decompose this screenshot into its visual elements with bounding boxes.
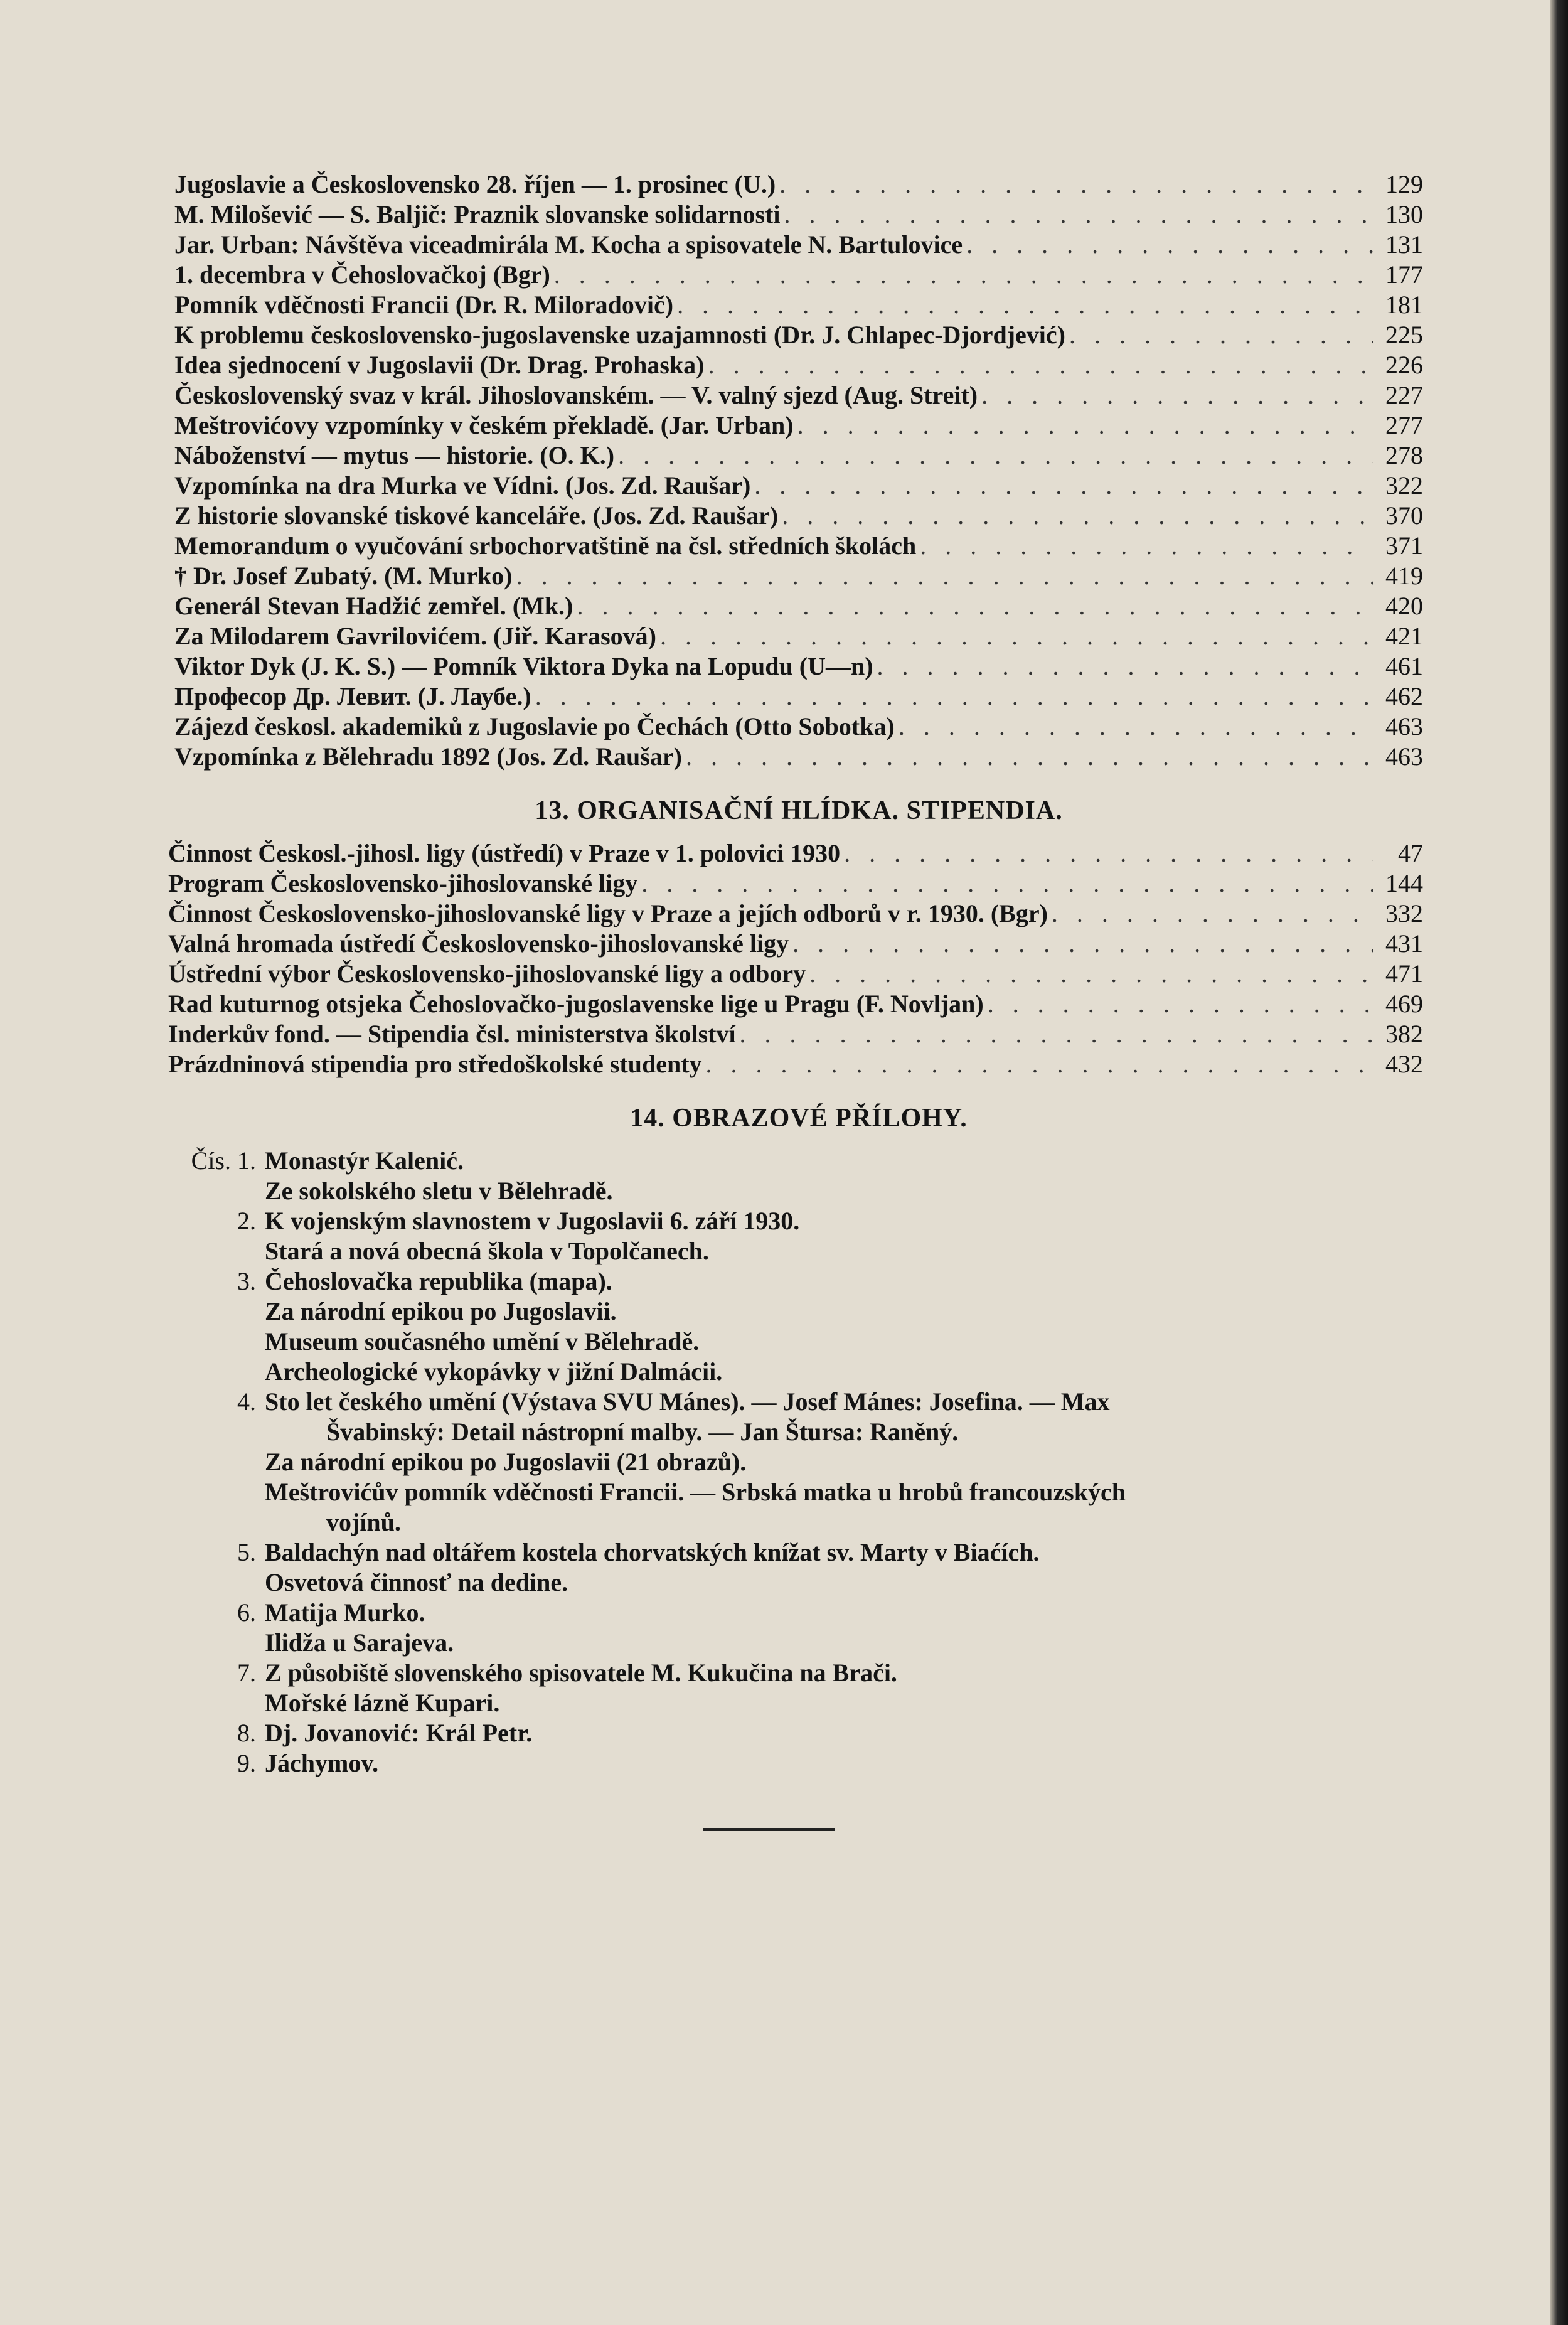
toc-entry-page: 129	[1385, 170, 1423, 198]
toc-entry-page: 226	[1385, 351, 1423, 379]
plate-caption-line: Monastýr Kalenić.	[265, 1146, 464, 1175]
toc-entry	[168, 869, 1423, 899]
plate-caption-line: Baldachýn nad oltářem kostela chorvatských knížat sv. Marty v Biaćích.	[265, 1538, 1040, 1566]
plate-number: 9.	[237, 1749, 256, 1777]
dot-leader	[776, 169, 1373, 200]
plate-entry	[174, 1146, 1423, 1206]
toc-entry	[168, 1049, 1423, 1079]
toc-entry-title: Vzpomínka na dra Murka ve Vídni. (Jos. Zd. Raušar)	[174, 471, 751, 500]
toc-entry	[174, 380, 1423, 410]
plate-caption-line: Ze sokolského sletu v Bělehradě.	[265, 1177, 613, 1205]
toc-entry-page: 371	[1385, 532, 1423, 560]
toc-entry-title: 1. decembra v Čehoslovačkoj (Bgr)	[174, 260, 550, 289]
plate-number: 4.	[237, 1387, 256, 1416]
dot-leader	[806, 959, 1373, 989]
plate-caption-line: Meštrovićův pomník vděčnosti Francii. — Srbská matka u hrobů francouzských	[265, 1478, 1126, 1506]
plate-entry	[174, 1206, 1423, 1266]
plate-number: 7.	[237, 1659, 256, 1687]
toc-entry	[168, 1019, 1423, 1049]
toc-entry-page: 177	[1385, 260, 1423, 289]
plate-caption-line: Ilidža u Sarajeva.	[265, 1628, 454, 1657]
toc-entry-page: 420	[1385, 592, 1423, 620]
toc-entry	[174, 350, 1423, 380]
toc-entry-page: 471	[1385, 959, 1423, 988]
plate-lines	[265, 1658, 1423, 1718]
plate-caption-line: Osvetová činnosť na dedine.	[265, 1568, 568, 1596]
plate-caption-line: Z působiště slovenského spisovatele M. Kukučina na Brači.	[265, 1659, 897, 1687]
toc-entry-page: 144	[1385, 869, 1423, 897]
toc-entry-title: M. Milošević — S. Baljič: Praznik slovanske solidarnosti	[174, 200, 781, 228]
index-content	[168, 169, 1423, 1778]
toc-entry-page: 462	[1385, 682, 1423, 710]
plate-entry	[174, 1266, 1423, 1387]
toc-entry-title: Memorandum o vyučování srbochorvatštině na čsl. středních školách	[174, 532, 917, 560]
plate-caption-line: Museum současného umění v Bělehradě.	[265, 1327, 700, 1355]
plate-caption-line: Stará a nová obecná škola v Topolčanech.	[265, 1237, 709, 1265]
plate-caption-line: Čehoslovačka republika (mapa).	[265, 1267, 612, 1295]
plate-entry	[174, 1718, 1423, 1748]
plate-entry	[174, 1658, 1423, 1718]
dot-leader	[750, 471, 1373, 501]
toc-entry	[174, 501, 1423, 531]
plate-caption-line: Mořské lázně Kupari.	[265, 1689, 500, 1717]
toc-entry	[174, 742, 1423, 772]
toc-entry-title: Idea sjednocení v Jugoslavii (Dr. Drag. Prohaska)	[174, 351, 705, 379]
plate-entry	[174, 1598, 1423, 1658]
toc-list-section-13	[168, 838, 1423, 1079]
toc-entry	[168, 989, 1423, 1019]
plate-entry	[174, 1387, 1423, 1537]
toc-entry-page: 278	[1385, 441, 1423, 469]
toc-entry	[174, 230, 1423, 260]
plate-caption-line: Sto let českého umění (Výstava SVU Mánes). — Josef Mánes: Josefina. — Max	[265, 1387, 1110, 1416]
plate-lines	[265, 1748, 1423, 1778]
dot-leader	[1048, 899, 1373, 929]
plate-number: 6.	[237, 1598, 256, 1627]
dot-leader	[794, 410, 1373, 441]
toc-entry	[168, 838, 1423, 869]
toc-entry-title: Prázdninová stipendia pro středoškolské studenty	[168, 1050, 702, 1078]
plate-number: 3.	[237, 1267, 256, 1295]
toc-entry-title: Československý svaz v král. Jihoslovanském. — V. valný sjezd (Aug. Streit)	[174, 381, 978, 409]
toc-entry	[174, 410, 1423, 441]
plate-entry	[174, 1748, 1423, 1778]
plate-entry	[174, 1537, 1423, 1598]
plate-caption-line: Archeologické vykopávky v jižní Dalmácii.	[265, 1357, 723, 1386]
plate-lines	[265, 1718, 1423, 1748]
toc-entry-title: Za Milodarem Gavrilovićem. (Jiř. Karasová)	[174, 622, 656, 650]
dot-leader	[656, 621, 1373, 651]
plate-lines	[265, 1537, 1423, 1598]
scan-edge	[1550, 0, 1568, 2325]
plate-caption-line: Za národní epikou po Jugoslavii.	[265, 1297, 617, 1325]
dot-leader	[778, 501, 1373, 531]
section-13-heading: 13. ORGANISAČNÍ HLÍDKA. STIPENDIA.	[535, 796, 1063, 825]
plate-lines	[265, 1206, 1423, 1266]
toc-entry-page: 431	[1385, 929, 1423, 958]
toc-entry-title: Program Československo-jihoslovanské ligy	[168, 869, 638, 897]
toc-entry-page: 130	[1385, 200, 1423, 228]
plate-lines	[265, 1146, 1423, 1206]
toc-entry-title: Професор Др. Левит. (J. Лаубе.)	[174, 682, 531, 710]
plate-caption-line: vojínů.	[326, 1508, 401, 1536]
toc-entry	[168, 899, 1423, 929]
toc-entry-page: 419	[1385, 562, 1423, 590]
toc-entry-page: 463	[1385, 712, 1423, 740]
plate-lines	[265, 1266, 1423, 1387]
toc-entry-page: 461	[1385, 652, 1423, 680]
toc-entry-title: Z historie slovanské tiskové kanceláře. (Jos. Zd. Raušar)	[174, 501, 779, 530]
toc-entry	[174, 169, 1423, 200]
toc-entry	[174, 441, 1423, 471]
toc-entry-page: 277	[1385, 411, 1423, 439]
plate-lines	[265, 1387, 1423, 1537]
toc-entry-page: 181	[1385, 291, 1423, 319]
dot-leader	[702, 1049, 1373, 1079]
plate-list	[174, 1146, 1423, 1778]
toc-entry	[168, 929, 1423, 959]
dot-leader	[614, 441, 1373, 471]
toc-entry	[174, 290, 1423, 320]
toc-entry	[174, 200, 1423, 230]
toc-entry-page: 432	[1385, 1050, 1423, 1078]
toc-entry-page: 370	[1385, 501, 1423, 530]
toc-entry	[174, 471, 1423, 501]
toc-entry-title: Generál Stevan Hadžić zemřel. (Mk.)	[174, 592, 573, 620]
toc-entry	[174, 712, 1423, 742]
toc-entry	[174, 621, 1423, 651]
toc-entry-title: Viktor Dyk (J. K. S.) — Pomník Viktora Dyka na Lopudu (U—n)	[174, 652, 873, 680]
dot-leader	[978, 380, 1373, 410]
plate-lines	[265, 1598, 1423, 1658]
toc-entry-page: 131	[1385, 230, 1423, 259]
dot-leader	[781, 200, 1373, 230]
dot-leader	[840, 838, 1373, 869]
dot-leader	[895, 712, 1373, 742]
toc-entry-page: 227	[1385, 381, 1423, 409]
toc-entry-title: Valná hromada ústředí Československo-jihoslovanské ligy	[168, 929, 789, 958]
end-rule	[703, 1828, 835, 1831]
toc-entry-page: 47	[1398, 839, 1423, 867]
dot-leader	[1065, 320, 1373, 350]
plate-caption-line: K vojenským slavnostem v Jugoslavii 6. září 1930.	[265, 1207, 800, 1235]
dot-leader	[916, 531, 1373, 561]
dot-leader	[789, 929, 1373, 959]
dot-leader	[705, 350, 1373, 380]
toc-entry	[174, 591, 1423, 621]
plate-number: 5.	[237, 1538, 256, 1566]
toc-entry-title: Inderkův fond. — Stipendia čsl. ministerstva školství	[168, 1020, 736, 1048]
toc-entry-page: 421	[1385, 622, 1423, 650]
plate-number: Čís. 1.	[191, 1146, 256, 1175]
toc-entry-title: Vzpomínka z Bělehradu 1892 (Jos. Zd. Raušar)	[174, 742, 682, 771]
plate-caption-line: Dj. Jovanović: Král Petr.	[265, 1719, 533, 1747]
toc-entry	[174, 531, 1423, 561]
toc-entry-page: 463	[1385, 742, 1423, 771]
toc-entry-title: K problemu československo-jugoslavenske uzajamnosti (Dr. J. Chlapec-Djordjević)	[174, 321, 1065, 349]
plate-caption-line: Švabinský: Detail nástropní malby. — Jan Štursa: Raněný.	[326, 1418, 959, 1446]
section-14-heading: 14. OBRAZOVÉ PŘÍLOHY.	[630, 1104, 968, 1133]
dot-leader	[673, 290, 1373, 320]
toc-entry-page: 322	[1385, 471, 1423, 500]
dot-leader	[550, 260, 1373, 290]
toc-entry-title: † Dr. Josef Zubatý. (M. Murko)	[174, 562, 513, 590]
toc-entry-title: Jar. Urban: Návštěva viceadmirála M. Kocha a spisovatele N. Bartulovice	[174, 230, 963, 259]
plate-caption-line: Matija Murko.	[265, 1598, 425, 1627]
toc-entry-title: Činnost Českosl.-jihosl. ligy (ústředí) v Praze v 1. polovici 1930	[168, 839, 841, 867]
dot-leader	[682, 742, 1373, 772]
toc-entry-title: Rad kuturnog otsjeka Čehoslovačko-jugoslavenske lige u Pragu (F. Novljan)	[168, 990, 984, 1018]
toc-entry-title: Pomník vděčnosti Francii (Dr. R. Miloradovič)	[174, 291, 674, 319]
toc-entry-title: Meštrovićovy vzpomínky v českém překladě. (Jar. Urban)	[174, 411, 794, 439]
plate-caption-line: Za národní epikou po Jugoslavii (21 obrazů).	[265, 1448, 747, 1476]
toc-entry-page: 469	[1385, 990, 1423, 1018]
plate-number: 2.	[237, 1207, 256, 1235]
toc-entry-title: Jugoslavie a Československo 28. říjen — 1. prosinec (U.)	[174, 170, 776, 198]
toc-entry-page: 332	[1385, 899, 1423, 927]
toc-entry-page: 225	[1385, 321, 1423, 349]
toc-entry	[174, 561, 1423, 591]
toc-entry	[168, 959, 1423, 989]
toc-entry	[174, 260, 1423, 290]
toc-entry	[174, 651, 1423, 681]
toc-entry-page: 382	[1385, 1020, 1423, 1048]
dot-leader	[531, 681, 1373, 712]
toc-entry-title: Náboženství — mytus — historie. (O. K.)	[174, 441, 615, 469]
plate-number: 8.	[237, 1719, 256, 1747]
toc-entry-title: Zájezd českosl. akademiků z Jugoslavie po Čechách (Otto Sobotka)	[174, 712, 895, 740]
dot-leader	[736, 1019, 1373, 1049]
dot-leader	[573, 591, 1373, 621]
toc-entry	[174, 681, 1423, 712]
dot-leader	[984, 989, 1373, 1019]
toc-entry-title: Ústřední výbor Československo-jihoslovanské ligy a odbory	[168, 959, 806, 988]
toc-entry	[174, 320, 1423, 350]
dot-leader	[963, 230, 1373, 260]
dot-leader	[513, 561, 1373, 591]
toc-list-section-12	[174, 169, 1423, 772]
toc-entry-title: Činnost Československo-jihoslovanské ligy v Praze a jejích odborů v r. 1930. (Bgr)	[168, 899, 1048, 927]
dot-leader	[873, 651, 1373, 681]
plate-caption-line: Jáchymov.	[265, 1749, 379, 1777]
dot-leader	[637, 869, 1373, 899]
